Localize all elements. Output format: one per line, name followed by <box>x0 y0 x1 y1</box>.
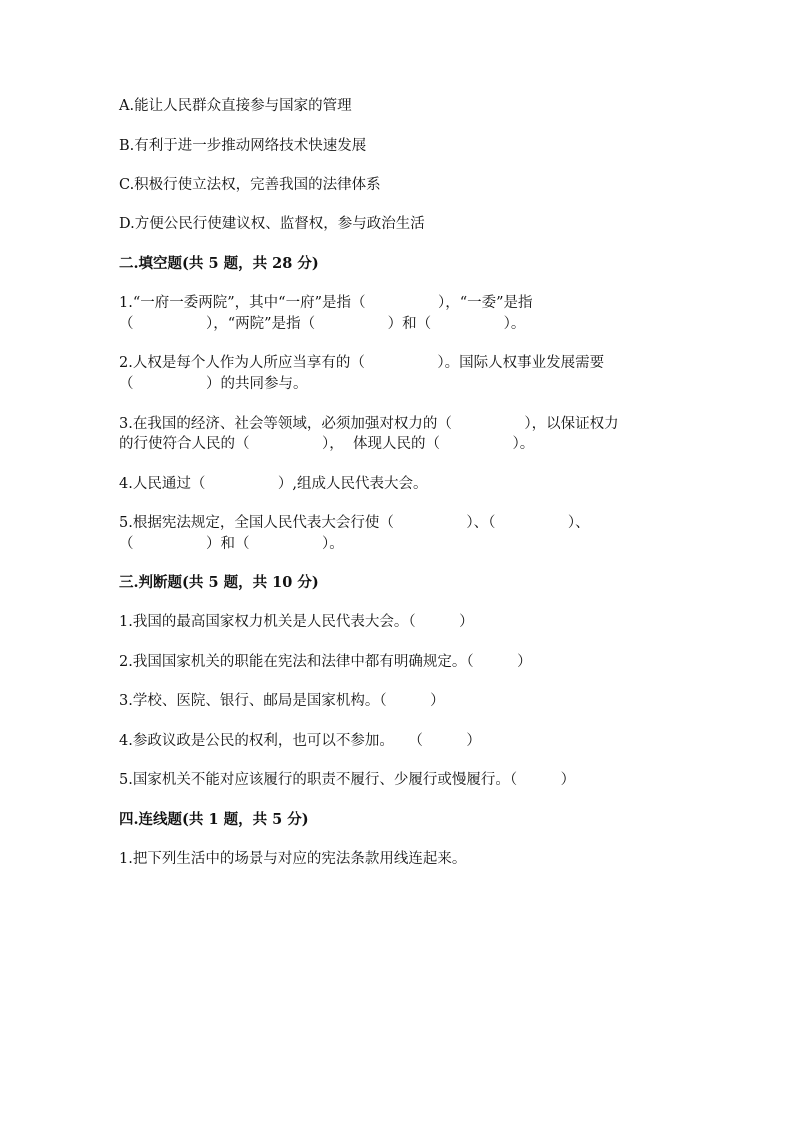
judgment-q2: 2.我国国家机关的职能在宪法和法律中都有明确规定。（ ） <box>119 654 532 670</box>
judgment-q4: 4.参政议政是公民的权利，也可以不参加。 （ ） <box>119 733 481 749</box>
fill-q2-line1: 2.人权是每个人作为人所应当享有的（ ）。国际人权事业发展需要 <box>119 355 605 371</box>
section-fill-in-title: 二.填空题(共 5 题，共 28 分) <box>119 255 319 272</box>
matching-q1: 1.把下列生活中的场景与对应的宪法条款用线连起来。 <box>119 851 467 867</box>
judgment-q5: 5.国家机关不能对应该履行的职责不履行、少履行或慢履行。（ ） <box>119 772 576 788</box>
fill-q5-line1: 5.根据宪法规定，全国人民代表大会行使（ ）、（ ）、 <box>119 515 590 531</box>
option-d: D.方便公民行使建议权、监督权，参与政治生活 <box>119 216 425 232</box>
option-b: B.有利于进一步推动网络技术快速发展 <box>119 138 367 154</box>
fill-q3-line2: 的行使符合人民的（ ）， 体现人民的（ ）。 <box>119 436 535 452</box>
judgment-q1: 1.我国的最高国家权力机关是人民代表大会。（ ） <box>119 614 474 630</box>
fill-q2-line2: （ ）的共同参与。 <box>119 376 308 392</box>
fill-q3-line1: 3.在我国的经济、社会等领域，必须加强对权力的（ ），以保证权力 <box>119 416 619 432</box>
judgment-q3: 3.学校、医院、银行、邮局是国家机构。（ ） <box>119 693 445 709</box>
section-matching-title: 四.连线题(共 1 题，共 5 分) <box>119 811 309 828</box>
fill-q5-line2: （ ）和（ ）。 <box>119 536 344 552</box>
fill-q1-line2: （ ），“两院”是指（ ）和（ ）。 <box>119 316 526 332</box>
fill-q1-line1: 1.“一府一委两院”，其中“一府”是指（ ），“一委”是指 <box>119 295 533 311</box>
option-c: C.积极行使立法权，完善我国的法律体系 <box>119 177 381 193</box>
section-judgment-title: 三.判断题(共 5 题，共 10 分) <box>119 574 319 591</box>
fill-q4: 4.人民通过（ ）,组成人民代表大会。 <box>119 476 428 492</box>
option-a: A.能让人民群众直接参与国家的管理 <box>119 98 352 114</box>
